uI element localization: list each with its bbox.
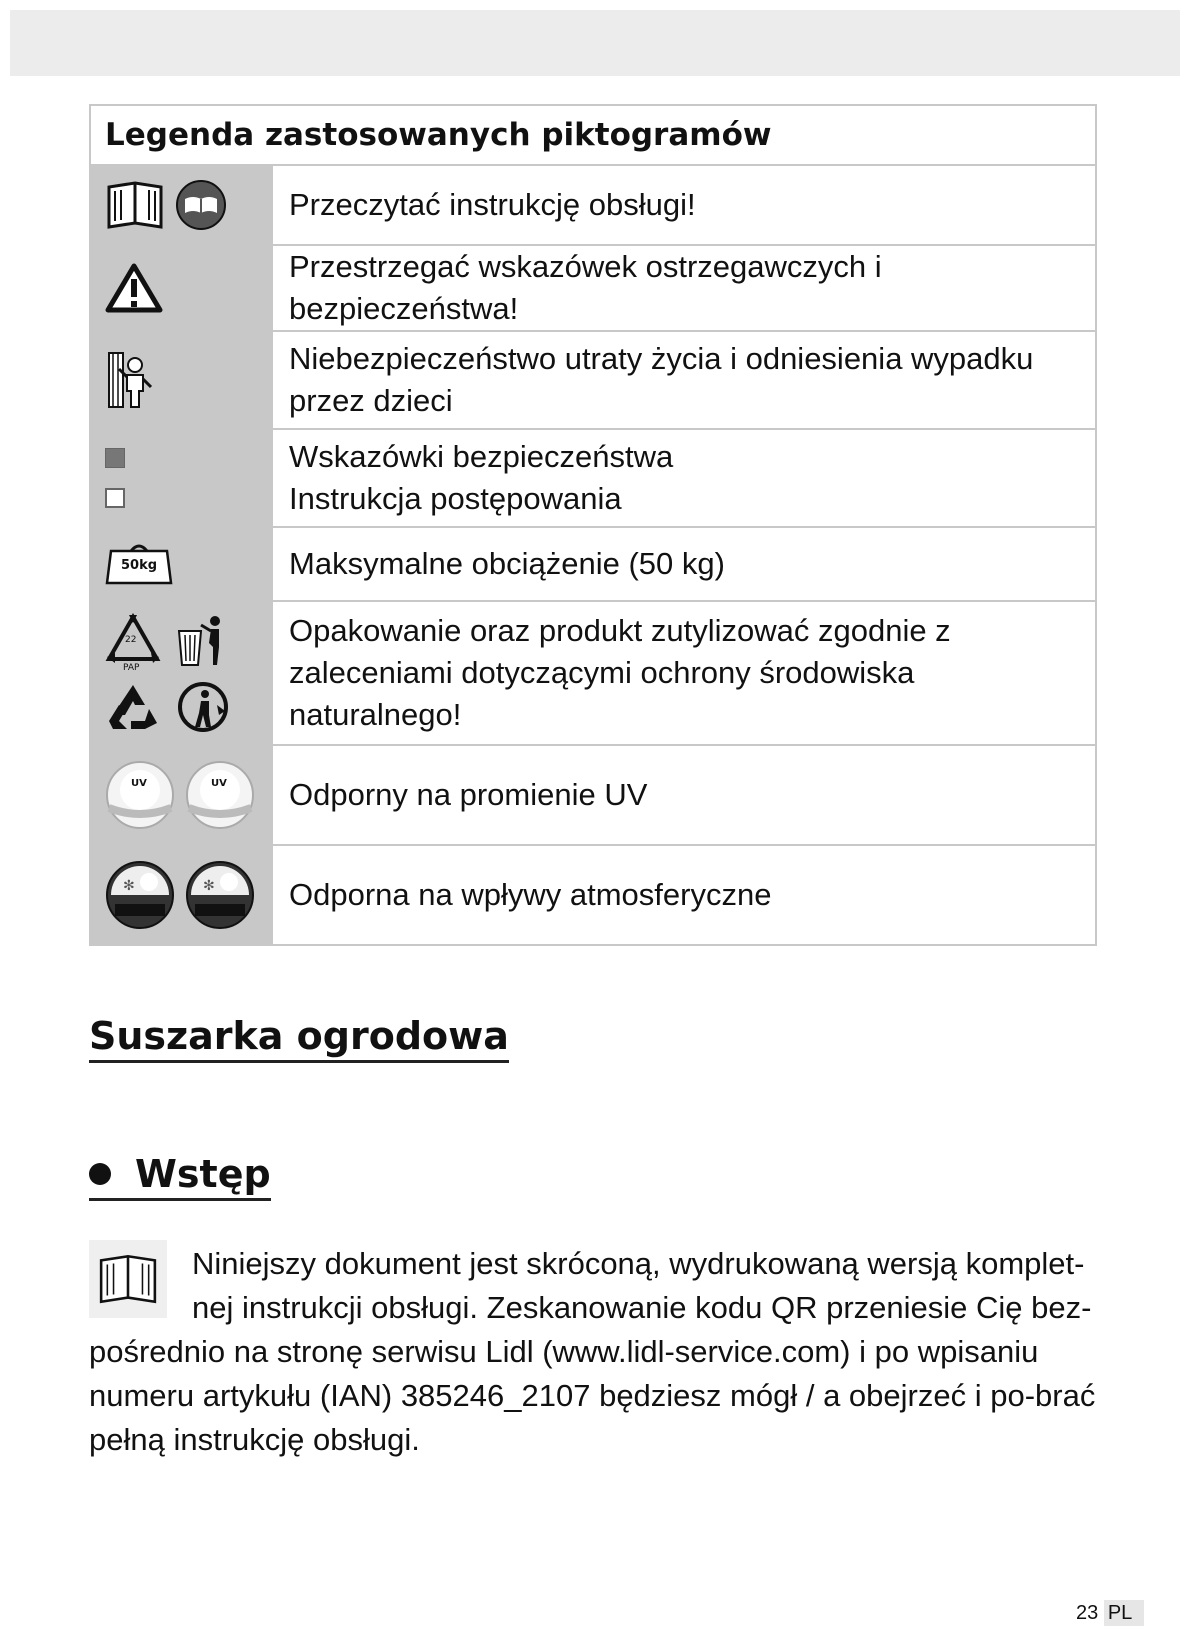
recycle-number: 22 (125, 635, 137, 645)
recycle-triangle-icon (105, 613, 161, 675)
legend-text-uv: Odporny na promienie UV (272, 745, 1096, 845)
legend-text-child-danger-line1: Niebezpieczeństwo utraty życia i odniesienia wypadku (289, 341, 1034, 376)
legend-text-instructions: Instrukcja postępowania (289, 481, 622, 516)
open-book-icon (105, 179, 165, 231)
child-danger-icon (105, 349, 155, 411)
uv-resistant-badge-icon: UV (105, 760, 175, 830)
legend-text-max-load: Maksymalne obciążenie (50 kg) (272, 527, 1096, 601)
intro-heading-text: Wstęp (135, 1152, 271, 1196)
intro-heading (89, 1152, 271, 1201)
language-code: PL (1104, 1600, 1144, 1626)
svg-text:✻: ✻ (203, 878, 215, 894)
weight-icon-label: 50kg (121, 558, 158, 573)
legend-title: Legenda zastosowanych piktogramów (90, 105, 1096, 165)
legend-text-disposal-line1: Opakowanie oraz produkt zutylizować zgodnie z (289, 613, 951, 648)
recycle-arrows-icon (105, 681, 161, 733)
top-bar (10, 10, 1180, 76)
intro-body (89, 1242, 1099, 1462)
trash-bin-icon (175, 613, 231, 669)
svg-text:✻: ✻ (123, 878, 135, 894)
section-title: Suszarka ogrodowa (89, 1014, 509, 1063)
bullet-dot-icon (89, 1163, 111, 1185)
weather-resistant-badge-icon-2 (185, 860, 255, 930)
legend-text-child-danger-line2: przez dzieci (289, 383, 453, 418)
filled-square-icon (105, 448, 125, 468)
legend-text-safety-hints: Wskazówki bezpieczeństwa (289, 439, 674, 474)
intro-body-text: Niniejszy dokument jest skróconą, wydrukowaną wersją komplet-nej instrukcji obsługi. Zeskanowanie kodu QR przeniesie Cię bez-pośrednio na stronę serwisu Lidl (www.lidl-service.com) i po wpisaniu numeru artykułu (IAN) 385246_2107 będziesz mógł / a obejrzeć i po-brać pełną instrukcję obsługi. (89, 1246, 1096, 1457)
legend-text-weather: Odporna na wpływy atmosferyczne (272, 845, 1096, 945)
page-footer (1076, 1602, 1144, 1625)
recycle-code: PAP (123, 663, 140, 673)
uv-resistant-badge-icon-2: UV (185, 760, 255, 830)
page-number: 23 (1076, 1602, 1099, 1624)
weather-resistant-badge-icon (105, 860, 175, 930)
book-circle-icon (175, 179, 227, 231)
pictogram-legend-table (89, 104, 1097, 946)
legend-text-read-manual: Przeczytać instrukcję obsługi! (272, 165, 1096, 245)
empty-square-icon (105, 488, 125, 508)
legend-text-disposal-line2: zaleceniami dotyczącymi ochrony środowiska naturalnego! (289, 655, 915, 732)
legend-text-warning: Przestrzegać wskazówek ostrzegawczych i bezpieczeństwa! (272, 245, 1096, 331)
warning-icon (105, 263, 163, 313)
dispose-person-icon (175, 681, 231, 733)
